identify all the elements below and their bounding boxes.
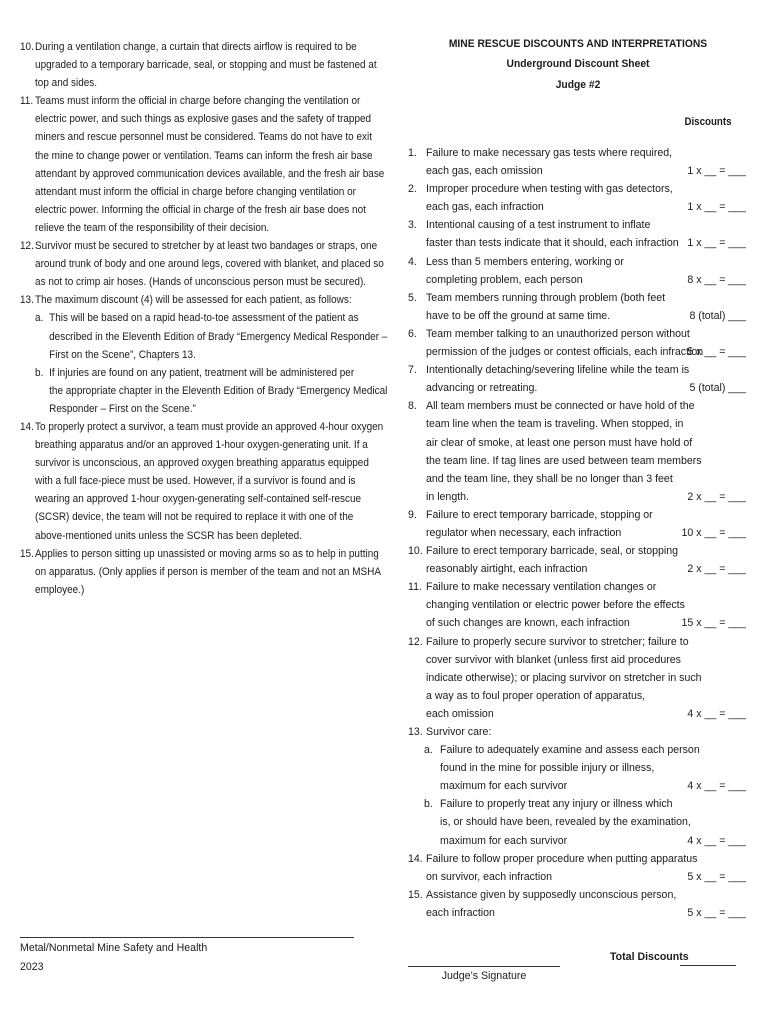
discount-text-line: on survivor, each infraction	[426, 870, 553, 883]
rule-number: 11.	[20, 95, 34, 108]
discount-item	[408, 289, 746, 325]
discount-text-line: maximum for each survivor	[440, 780, 568, 793]
discount-text-line: in length.	[426, 490, 469, 503]
discounts-header: Discounts	[684, 116, 732, 128]
rule-item	[20, 418, 384, 545]
discount-text-line: each infraction	[426, 906, 495, 919]
rule-text-line: the mine to change power or ventilation. Teams can inform the fresh air base	[35, 149, 373, 162]
discount-number: 15.	[408, 888, 423, 901]
discount-value: 5 x __ = ___	[687, 870, 746, 883]
rule-text-line: with a full face-piece must be used. However, if a survivor is found and is	[35, 475, 356, 488]
rule-item	[20, 92, 385, 237]
discount-value: 5 x __ = ___	[687, 346, 746, 359]
rule-text-line: The maximum discount (4) will be assessed for each patient, as follows:	[35, 294, 352, 307]
sheet-subtitle: Underground Discount Sheet	[506, 58, 650, 70]
discount-text-line: each gas, each omission	[426, 165, 543, 178]
rule-text-line: employee.)	[35, 583, 85, 596]
discount-text-line: cover survivor with blanket (unless first aid procedures	[426, 653, 681, 666]
discount-text-line: Failure to properly secure survivor to stretcher; failure to	[426, 635, 689, 648]
discount-subitem-letter: b.	[424, 798, 433, 811]
discount-item	[408, 397, 746, 506]
discount-text-line: Failure to make necessary ventilation changes or	[426, 581, 657, 594]
discount-number: 14.	[408, 852, 423, 865]
discount-number: 4.	[408, 255, 417, 268]
discount-item	[408, 361, 746, 397]
discount-value: 2 x __ = ___	[687, 490, 746, 503]
discount-text-line: Failure to make necessary gas tests where required,	[426, 147, 673, 159]
discount-number: 8.	[408, 400, 417, 413]
discount-text-line: Intentionally detaching/severing lifeline while the team is	[426, 364, 690, 377]
rule-subitem-letter: b.	[35, 366, 44, 379]
discount-text-line: each gas, each infraction	[426, 201, 544, 214]
discount-text-line: regulator when necessary, each infraction	[426, 526, 622, 539]
rule-text-line: the appropriate chapter in the Eleventh Edition of Brady “Emergency Medical	[49, 384, 388, 397]
discount-number: 12.	[408, 635, 423, 648]
rule-number: 15.	[20, 547, 34, 560]
discount-number: 5.	[408, 291, 417, 304]
discount-number: 6.	[408, 327, 417, 340]
total-discounts-label: Total Discounts	[610, 951, 689, 963]
discount-item	[408, 144, 746, 180]
rule-text-line: Applies to person sitting up unassisted or moving arms so as to help in putting	[35, 547, 379, 560]
discount-text-line: maximum for each survivor	[440, 834, 568, 847]
rule-text-line: top and sides.	[35, 77, 98, 90]
rule-text-line: around trunk of body and one around legs, covered with blanket, and placed so	[35, 258, 384, 271]
discount-value: 8 (total) ___	[689, 309, 746, 322]
discount-value: 1 x __ = ___	[687, 201, 746, 214]
rule-subitem	[35, 309, 388, 363]
judge-label: Judge #2	[555, 79, 601, 91]
discount-text-line: Intentional causing of a test instrument to inflate	[426, 219, 651, 232]
discount-text-line: Team member talking to an unauthorized person without	[426, 327, 690, 340]
discount-number: 13.	[408, 726, 423, 738]
signature-label: Judge’s Signature	[441, 970, 527, 982]
discount-text-line: team line when the team is traveling. When stopped, in	[426, 418, 684, 431]
discount-text-line: faster than tests indicate that it should, each infraction	[426, 237, 679, 250]
discount-value: 4 x __ = ___	[687, 780, 746, 793]
discount-subitem	[408, 795, 746, 849]
rule-text-line: Responder – First on the Scene.”	[49, 402, 196, 415]
rule-text-line: as not to crimp air hoses. (Hands of unconscious person must be secured).	[35, 276, 367, 289]
discount-item	[408, 886, 746, 922]
rule-text-line: electric power, and such things as explosive gases and the safety of trapped	[35, 113, 372, 126]
discount-text-line: permission of the judges or contest officials, each infraction	[426, 346, 704, 359]
rule-text-line: This will be based on a rapid head-to-toe assessment of the patient as	[49, 312, 359, 325]
discount-item	[408, 633, 746, 723]
discount-item	[408, 578, 746, 632]
discount-text-line: each omission	[426, 707, 494, 720]
discount-subitem	[408, 741, 746, 795]
discount-subitem-letter: a.	[424, 744, 433, 757]
rule-item	[20, 291, 388, 418]
discount-text-line: changing ventilation or electric power before the effects	[426, 599, 685, 612]
total-discounts-line	[680, 965, 736, 966]
rule-text-line: relieve the team of the responsibility of their decision.	[35, 221, 270, 234]
discount-text-line: is, or should have been, revealed by the examination,	[440, 816, 691, 829]
rule-text-line: If injuries are found on any patient, treatment will be administered per	[49, 366, 355, 379]
discount-item	[408, 253, 746, 289]
discount-value: 10 x __ = ___	[681, 526, 746, 539]
discount-text-line: advancing or retreating.	[426, 382, 538, 395]
discount-list	[408, 144, 746, 922]
discount-value: 15 x __ = ___	[681, 617, 746, 630]
discount-text-line: of such changes are known, each infraction	[426, 617, 630, 630]
rule-text-line: (SCSR) device, the team will not be required to replace it with one of the	[35, 511, 354, 524]
discount-value: 1 x __ = ___	[687, 165, 746, 178]
rule-text-line: miners and rescue personnel must be considered. Teams do not have to exit	[35, 131, 372, 144]
rule-subitem-letter: a.	[35, 312, 44, 325]
discount-value: 5 x __ = ___	[687, 906, 746, 919]
rule-text-line: described in the Eleventh Edition of Brady “Emergency Medical Responder –	[49, 330, 388, 343]
footer-organization: Metal/Nonmetal Mine Safety and Health	[20, 942, 208, 954]
rule-item	[20, 545, 381, 599]
discount-text-line: Failure to properly treat any injury or illness which	[440, 798, 673, 811]
footer-rule	[20, 937, 354, 938]
discount-text-line: found in the mine for possible injury or illness,	[440, 762, 655, 775]
rule-text-line: Survivor must be secured to stretcher by at least two bandages or straps, one	[35, 240, 378, 253]
rule-text-line: attendant must inform the official in charge before changing ventilation or	[35, 185, 356, 198]
discount-number: 9.	[408, 508, 417, 521]
discount-item	[408, 850, 746, 886]
rule-text-line: wearing an approved 1-hour oxygen-generating self-contained self-rescue	[35, 493, 362, 506]
discount-text-line: reasonably airtight, each infraction	[426, 563, 588, 576]
discount-text-line: completing problem, each person	[426, 273, 583, 286]
discount-item	[408, 325, 746, 361]
left-column	[20, 38, 388, 599]
rule-text-line: electric power. Informing the official in charge of the fresh air base does not	[35, 203, 366, 216]
discount-text-line: Less than 5 members entering, working or	[426, 255, 624, 268]
discount-value: 5 (total) ___	[689, 382, 746, 395]
rule-text-line: on apparatus. (Only applies if person is member of the team and not an MSHA	[35, 565, 381, 578]
discount-number: 10.	[408, 545, 423, 558]
rule-number: 14.	[20, 420, 34, 433]
discount-text-line: and the team line, they shall be no longer than 3 feet	[426, 472, 673, 485]
discount-number: 1.	[408, 147, 417, 159]
rule-subitem	[35, 364, 388, 418]
discount-number: 3.	[408, 219, 417, 232]
rule-text-line: During a ventilation change, a curtain that directs airflow is required to be	[35, 41, 357, 53]
rule-text-line: survivor is unconscious, an approved oxygen breathing apparatus equipped	[35, 457, 369, 470]
discount-text-line: Failure to erect temporary barricade, stopping or	[426, 508, 653, 521]
footer-year: 2023	[20, 961, 44, 973]
rule-number: 13.	[20, 294, 34, 307]
discount-text-line: air clear of smoke, at least one person must have hold of	[426, 436, 693, 449]
rule-text-line: above-mentioned units unless the SCSR has been depleted.	[35, 529, 302, 542]
discount-value: 4 x __ = ___	[687, 834, 746, 847]
discount-text-line: Assistance given by supposedly unconscious person,	[426, 888, 677, 901]
discount-value: 1 x __ = ___	[687, 237, 746, 250]
discount-item	[408, 180, 746, 216]
discount-text-line: have to be off the ground at same time.	[426, 309, 611, 322]
discount-number: 11.	[408, 581, 422, 594]
discount-number: 7.	[408, 364, 417, 377]
discount-text-line: Failure to erect temporary barricade, seal, or stopping	[426, 545, 679, 558]
signature-line	[408, 966, 560, 967]
discount-text-line: Improper procedure when testing with gas detectors,	[426, 183, 673, 196]
rule-text-line: upgraded to a temporary barricade, seal, or stopping and must be fastened at	[35, 59, 377, 72]
discount-item	[408, 542, 746, 578]
rule-text-line: To properly protect a survivor, a team must provide an approved 4-hour oxygen	[35, 420, 384, 433]
discount-text-line: Team members running through problem (both feet	[426, 291, 666, 304]
discount-value: 2 x __ = ___	[687, 563, 746, 576]
rule-text-line: Teams must inform the official in charge before changing the ventilation or	[35, 95, 361, 108]
discount-item	[408, 216, 746, 252]
discount-text-line: indicate otherwise); or placing survivor on stretcher in such	[426, 671, 702, 684]
rule-number: 10.	[20, 41, 34, 53]
discount-text-line: Failure to adequately examine and assess each person	[440, 744, 700, 757]
discount-text-line: All team members must be connected or have hold of the	[426, 400, 695, 413]
rule-item	[20, 38, 377, 92]
discount-item	[408, 506, 746, 542]
discount-value: 4 x __ = ___	[687, 707, 746, 720]
discount-number: 2.	[408, 183, 417, 196]
discount-value: 8 x __ = ___	[687, 273, 746, 286]
discount-text-line: Failure to follow proper procedure when putting apparatus	[426, 852, 698, 865]
rule-number: 12.	[20, 240, 34, 253]
discount-text-line: the team line. If tag lines are used between team members	[426, 454, 702, 467]
rule-text-line: First on the Scene”, Chapters 13.	[49, 348, 196, 361]
rule-text-line: attendant by approved communication devices available, and the fresh air base	[35, 167, 385, 180]
rule-item	[20, 237, 384, 291]
discount-text-line: Survivor care:	[426, 726, 492, 738]
discount-item	[408, 723, 746, 741]
sheet-title: MINE RESCUE DISCOUNTS AND INTERPRETATIONS	[448, 38, 708, 50]
rule-text-line: breathing apparatus and/or an approved 1-hour oxygen-generating unit. If a	[35, 439, 368, 452]
discount-text-line: a way as to foul proper operation of apparatus,	[426, 689, 646, 702]
